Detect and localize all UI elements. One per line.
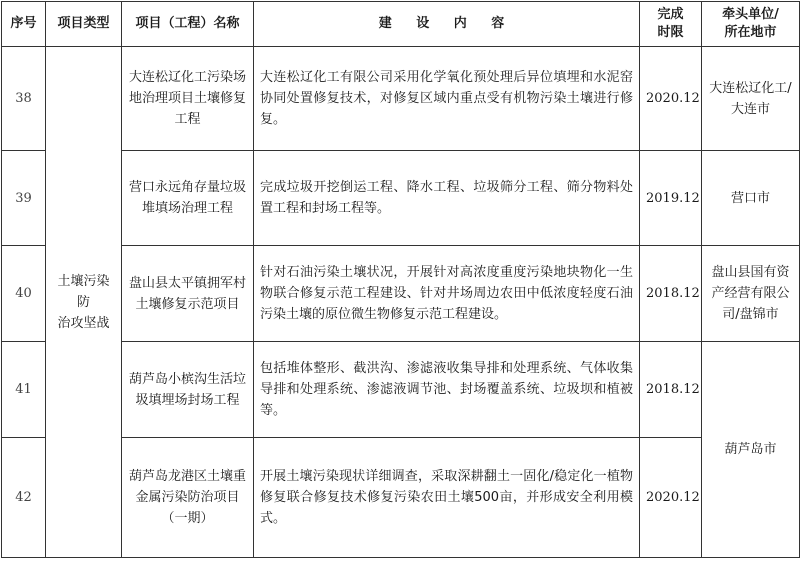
table-row: [2, 342, 800, 438]
table-row: [2, 47, 800, 151]
row-index: 40: [2, 246, 46, 342]
completion-date: 2020.12: [640, 47, 702, 151]
header-unit-line1: 牵头单位/: [722, 7, 779, 22]
project-type-line2: 治攻坚战: [57, 315, 110, 331]
project-name: 葫芦岛小槟沟生活垃圾填埋场封场工程: [122, 342, 254, 438]
completion-date: 2018.12: [640, 246, 702, 342]
project-content: 针对石油污染土壤状况，开展针对高浓度重度污染地块物化一生物联合修复示范工程建设、针对井场周边农田中低浓度轻度石油污染土壤的原位微生物修复示范工程建设。: [254, 246, 640, 342]
completion-date: 2019.12: [640, 151, 702, 246]
header-unit: [702, 2, 800, 47]
project-content: 包括堆体整形、截洪沟、渗滤液收集导排和处理系统、气体收集导排和处理系统、渗滤液调节池、封场覆盖系统、垃圾坝和植被等。: [254, 342, 640, 438]
project-name: 盘山县太平镇拥军村土壤修复示范项目: [122, 246, 254, 342]
header-type: 项目类型: [46, 2, 122, 47]
project-name: 葫芦岛龙港区土壤重金属污染防治项目（一期）: [122, 438, 254, 558]
header-index: 序号: [2, 2, 46, 47]
project-name: 大连松辽化工污染场地治理项目土壤修复工程: [122, 47, 254, 151]
lead-unit: 葫芦岛市: [702, 342, 800, 558]
row-index: 39: [2, 151, 46, 246]
header-content: 建 设 内 容: [254, 2, 640, 47]
row-index: 41: [2, 342, 46, 438]
project-content: 大连松辽化工有限公司采用化学氧化预处理后异位填埋和水泥窑协同处置修复技术，对修复区域内重点受有机物污染土壤进行修复。: [254, 47, 640, 151]
project-name: 营口永远角存量垃圾堆填场治理工程: [122, 151, 254, 246]
project-table: [1, 1, 800, 558]
header-unit-line2: 所在地市: [724, 25, 777, 40]
row-index: 42: [2, 438, 46, 558]
header-completion-line1: 完成: [657, 7, 684, 22]
completion-date: 2020.12: [640, 438, 702, 558]
header-completion: [640, 2, 702, 47]
project-type-cell: [46, 47, 122, 558]
table-row: [2, 151, 800, 246]
header-name: 项目（工程）名称: [122, 2, 254, 47]
table-row: [2, 438, 800, 558]
table-row: [2, 246, 800, 342]
project-content: 完成垃圾开挖倒运工程、降水工程、垃圾筛分工程、筛分物料处置工程和封场工程等。: [254, 151, 640, 246]
row-index: 38: [2, 47, 46, 151]
lead-unit: 大连松辽化工/大连市: [702, 47, 800, 151]
completion-date: 2018.12: [640, 342, 702, 438]
table-header-row: [2, 2, 800, 47]
lead-unit: 盘山县国有资产经营有限公司/盘锦市: [702, 246, 800, 342]
lead-unit: 营口市: [702, 151, 800, 246]
project-content: 开展土壤污染现状详细调查，采取深耕翻土一固化/稳定化一植物修复联合修复技术修复污染农田土壤500亩，并形成安全利用模式。: [254, 438, 640, 558]
project-type-line1: 土壤污染防: [57, 273, 110, 310]
header-completion-line2: 时限: [657, 25, 684, 40]
